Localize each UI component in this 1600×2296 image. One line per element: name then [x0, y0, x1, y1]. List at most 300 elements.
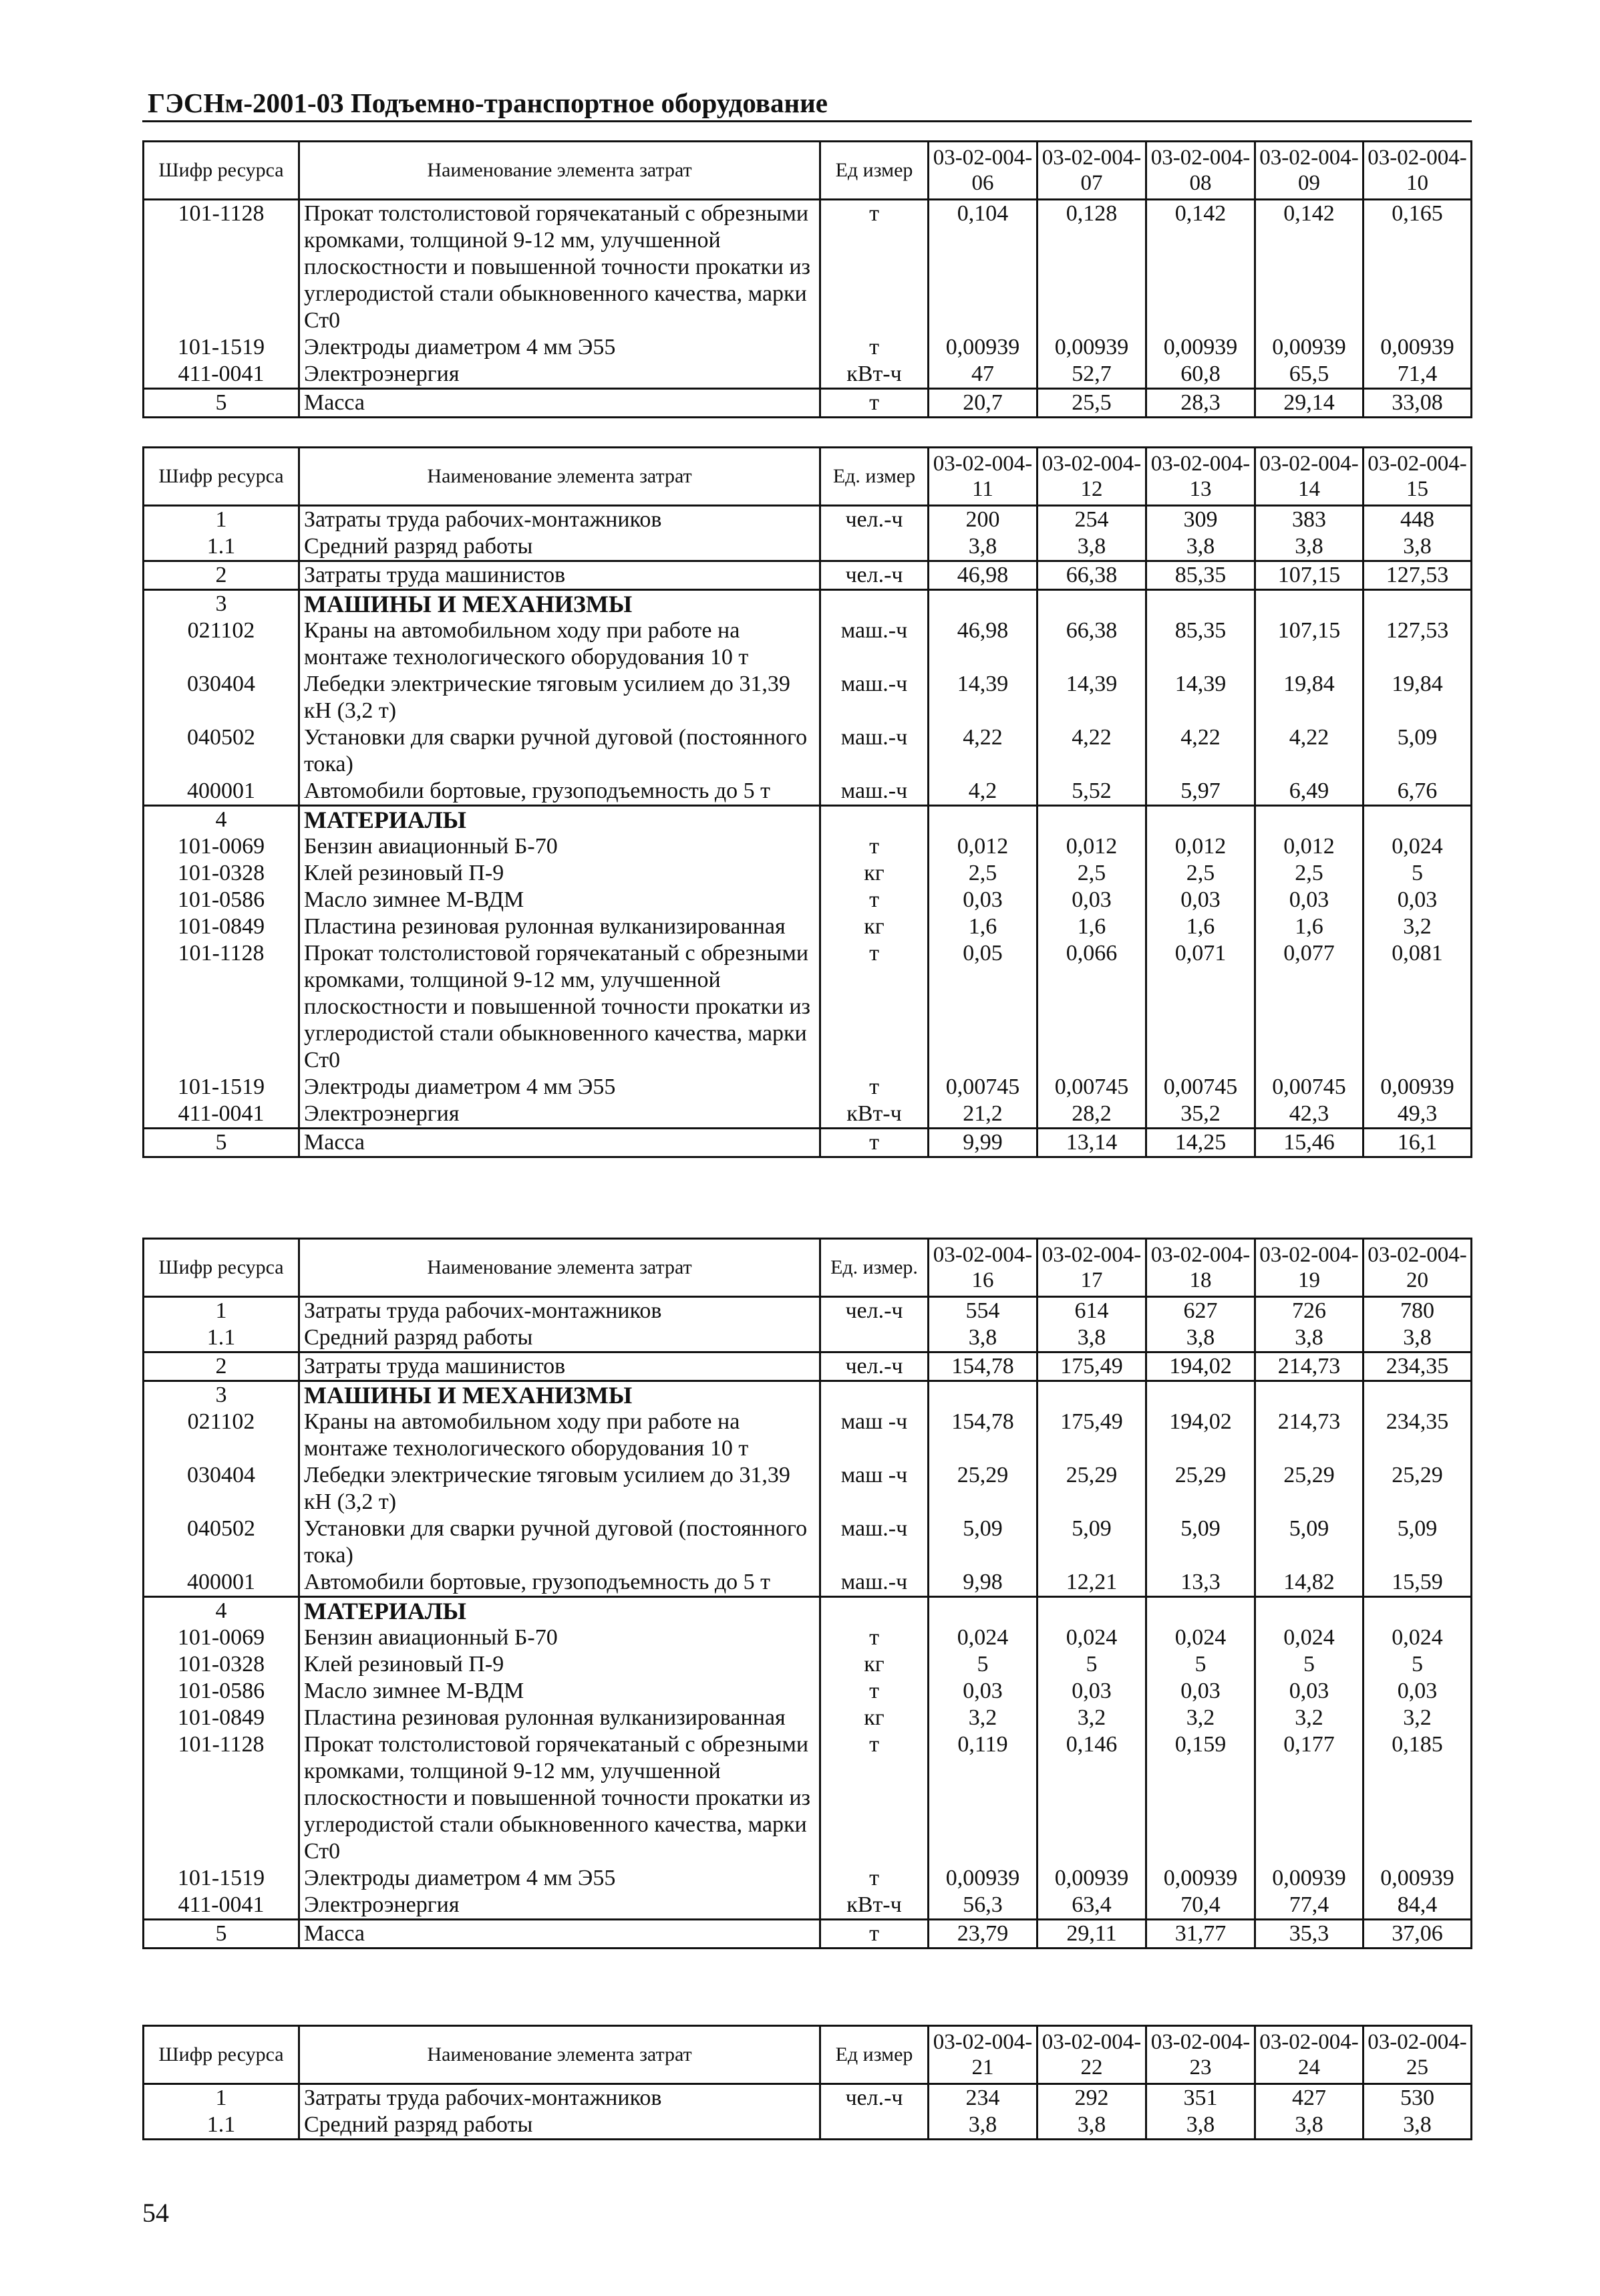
value-cell: 85,35 [1146, 561, 1255, 590]
resource-code: 101-0849 [144, 1705, 299, 1731]
value-cell: 0,00939 [1146, 334, 1255, 361]
table-row [144, 724, 1472, 778]
unit: чел.-ч [820, 561, 929, 590]
value-cell: 3,8 [929, 1324, 1037, 1352]
table-header-row [144, 142, 1472, 200]
unit: маш.-ч [820, 778, 929, 806]
resource-name: Прокат толстолистовой горячекатаный с обрезными кромками, толщиной 9-12 мм, улучшенной плоскостности и повышенной точности прокатки из углеродистой стали обыкновенного качества, марки Ст0 [299, 200, 820, 335]
table-row [144, 1705, 1472, 1731]
unit: маш.-ч [820, 671, 929, 724]
value-cell: 234,35 [1364, 1352, 1472, 1381]
resource-code: 411-0041 [144, 1892, 299, 1920]
resource-code: 2 [144, 561, 299, 590]
value-cell: 0,00939 [1255, 1865, 1364, 1892]
resource-name: Краны на автомобильном ходу при работе на монтаже технологического оборудования 10 т [299, 617, 820, 671]
resource-code: 101-0069 [144, 833, 299, 860]
table-row [144, 2112, 1472, 2140]
value-cell: 4,2 [929, 778, 1037, 806]
value-cell: 9,98 [929, 1569, 1037, 1597]
value-cell: 448 [1364, 506, 1472, 534]
unit: маш.-ч [820, 1516, 929, 1569]
unit [820, 1381, 929, 1409]
table-row [144, 1865, 1472, 1892]
unit: маш.-ч [820, 617, 929, 671]
value-cell: 0,03 [1364, 1678, 1472, 1705]
value-cell: 292 [1037, 2084, 1146, 2112]
value-cell: 5,09 [1037, 1516, 1146, 1569]
resource-name: Установки для сварки ручной дуговой (постоянного тока) [299, 724, 820, 778]
value-cell: 5 [1037, 1651, 1146, 1678]
value-cell: 4,22 [1255, 724, 1364, 778]
value-cell: 194,02 [1146, 1409, 1255, 1462]
value-cell: 0,024 [1037, 1624, 1146, 1651]
value-cell: 0,185 [1364, 1731, 1472, 1865]
table-row [144, 1624, 1472, 1651]
table-row [144, 1352, 1472, 1381]
value-cell: 77,4 [1255, 1892, 1364, 1920]
unit: т [820, 200, 929, 335]
value-cell: 14,39 [1146, 671, 1255, 724]
table-row [144, 887, 1472, 913]
header-code: Шифр ресурса [144, 142, 299, 200]
value-cell: 14,39 [1037, 671, 1146, 724]
value-cell: 5 [1364, 860, 1472, 887]
value-cell: 14,25 [1146, 1129, 1255, 1157]
value-cell: 0,00939 [1364, 334, 1472, 361]
value-cell: 0,012 [1255, 833, 1364, 860]
page-header [142, 82, 1472, 122]
page-title: ГЭСНм-2001-03 Подъемно-транспортное оборудование [148, 88, 828, 118]
header-unit: Ед. измер. [820, 1239, 929, 1297]
resource-code: 5 [144, 1129, 299, 1157]
value-cell: 383 [1255, 506, 1364, 534]
value-cell: 21,2 [929, 1101, 1037, 1129]
value-cell: 14,39 [929, 671, 1037, 724]
value-cell: 351 [1146, 2084, 1255, 2112]
resource-name: Затраты труда машинистов [299, 1352, 820, 1381]
value-cell: 0,142 [1146, 200, 1255, 335]
header-norm-code: 03-02-004-25 [1364, 2026, 1472, 2084]
value-cell: 15,46 [1255, 1129, 1364, 1157]
value-cell: 35,2 [1146, 1101, 1255, 1129]
unit: чел.-ч [820, 506, 929, 534]
resource-name: Электроды диаметром 4 мм Э55 [299, 1865, 820, 1892]
value-cell: 5 [1364, 1651, 1472, 1678]
resource-code: 101-0586 [144, 1678, 299, 1705]
unit: маш -ч [820, 1409, 929, 1462]
resource-code: 101-1519 [144, 1074, 299, 1101]
value-cell: 154,78 [929, 1352, 1037, 1381]
value-cell: 3,2 [1037, 1705, 1146, 1731]
value-cell [1364, 1597, 1472, 1625]
value-cell: 1,6 [1146, 913, 1255, 940]
value-cell: 214,73 [1255, 1409, 1364, 1462]
unit: т [820, 1865, 929, 1892]
resource-code: 101-0328 [144, 1651, 299, 1678]
resource-name: Электроэнергия [299, 1101, 820, 1129]
resource-name: Клей резиновый П-9 [299, 1651, 820, 1678]
value-cell: 85,35 [1146, 617, 1255, 671]
resource-code: 040502 [144, 724, 299, 778]
header-norm-code: 03-02-004-14 [1255, 448, 1364, 506]
unit: маш.-ч [820, 724, 929, 778]
table-row [144, 561, 1472, 590]
value-cell: 234,35 [1364, 1409, 1472, 1462]
value-cell: 0,142 [1255, 200, 1364, 335]
value-cell: 780 [1364, 1297, 1472, 1325]
resource-code: 040502 [144, 1516, 299, 1569]
unit: кВт-ч [820, 1892, 929, 1920]
value-cell [1037, 806, 1146, 834]
value-cell: 31,77 [1146, 1920, 1255, 1949]
resource-name: Установки для сварки ручной дуговой (постоянного тока) [299, 1516, 820, 1569]
table-row [144, 1381, 1472, 1409]
table-row [144, 940, 1472, 1074]
cost-table [142, 2025, 1472, 2140]
resource-code: 101-0586 [144, 887, 299, 913]
value-cell: 0,00939 [1255, 334, 1364, 361]
value-cell: 194,02 [1146, 1352, 1255, 1381]
header-norm-code: 03-02-004-23 [1146, 2026, 1255, 2084]
value-cell: 726 [1255, 1297, 1364, 1325]
resource-name: Затраты труда рабочих-монтажников [299, 506, 820, 534]
header-norm-code: 03-02-004-11 [929, 448, 1037, 506]
resource-code: 3 [144, 1381, 299, 1409]
value-cell: 0,00939 [1364, 1074, 1472, 1101]
section-heading: МАШИНЫ И МЕХАНИЗМЫ [299, 590, 820, 618]
value-cell: 3,8 [1364, 1324, 1472, 1352]
value-cell: 20,7 [929, 389, 1037, 418]
table-row [144, 1516, 1472, 1569]
table-row [144, 1462, 1472, 1516]
value-cell: 56,3 [929, 1892, 1037, 1920]
resource-code: 101-1519 [144, 1865, 299, 1892]
value-cell: 52,7 [1037, 361, 1146, 389]
value-cell: 0,00939 [929, 334, 1037, 361]
unit [820, 533, 929, 561]
resource-code: 1 [144, 1297, 299, 1325]
resource-code: 5 [144, 389, 299, 418]
table-row [144, 778, 1472, 806]
table-row [144, 1651, 1472, 1678]
value-cell: 0,128 [1037, 200, 1146, 335]
unit [820, 590, 929, 618]
table-row [144, 506, 1472, 534]
value-cell [929, 1381, 1037, 1409]
value-cell [929, 806, 1037, 834]
value-cell: 0,024 [1364, 833, 1472, 860]
value-cell: 84,4 [1364, 1892, 1472, 1920]
section-heading: МАТЕРИАЛЫ [299, 1597, 820, 1625]
value-cell: 234 [929, 2084, 1037, 2112]
header-code: Шифр ресурса [144, 2026, 299, 2084]
resource-code: 021102 [144, 617, 299, 671]
resource-code: 030404 [144, 1462, 299, 1516]
value-cell: 200 [929, 506, 1037, 534]
value-cell: 2,5 [1255, 860, 1364, 887]
unit: кВт-ч [820, 1101, 929, 1129]
unit: т [820, 1624, 929, 1651]
value-cell: 0,03 [929, 887, 1037, 913]
table-row [144, 2084, 1472, 2112]
resource-name: Электроэнергия [299, 1892, 820, 1920]
value-cell: 25,29 [1364, 1462, 1472, 1516]
value-cell: 46,98 [929, 617, 1037, 671]
value-cell: 3,8 [1037, 2112, 1146, 2140]
value-cell: 0,024 [1255, 1624, 1364, 1651]
resource-name: Электроды диаметром 4 мм Э55 [299, 1074, 820, 1101]
value-cell: 25,5 [1037, 389, 1146, 418]
table-row [144, 860, 1472, 887]
value-cell: 46,98 [929, 561, 1037, 590]
resource-name: Пластина резиновая рулонная вулканизированная [299, 913, 820, 940]
unit: т [820, 389, 929, 418]
value-cell: 29,14 [1255, 389, 1364, 418]
value-cell: 37,06 [1364, 1920, 1472, 1949]
value-cell: 154,78 [929, 1409, 1037, 1462]
resource-name: Автомобили бортовые, грузоподъемность до 5 т [299, 778, 820, 806]
resource-code: 4 [144, 806, 299, 834]
unit: маш.-ч [820, 1569, 929, 1597]
value-cell: 5,09 [1255, 1516, 1364, 1569]
value-cell: 214,73 [1255, 1352, 1364, 1381]
resource-name: Клей резиновый П-9 [299, 860, 820, 887]
table-row [144, 913, 1472, 940]
value-cell: 0,03 [1146, 887, 1255, 913]
table-row [144, 1731, 1472, 1865]
value-cell: 0,00939 [1037, 334, 1146, 361]
value-cell: 3,8 [1146, 1324, 1255, 1352]
value-cell: 3,8 [1037, 533, 1146, 561]
value-cell [1364, 1381, 1472, 1409]
value-cell: 4,22 [1037, 724, 1146, 778]
header-code: Шифр ресурса [144, 1239, 299, 1297]
table-header-row [144, 2026, 1472, 2084]
table-row [144, 590, 1472, 618]
value-cell: 5,09 [1146, 1516, 1255, 1569]
resource-name: Затраты труда рабочих-монтажников [299, 2084, 820, 2112]
value-cell: 25,29 [1255, 1462, 1364, 1516]
unit: т [820, 1129, 929, 1157]
cost-table [142, 446, 1472, 1158]
unit: кг [820, 1651, 929, 1678]
header-code: Шифр ресурса [144, 448, 299, 506]
value-cell: 5,09 [1364, 1516, 1472, 1569]
unit: т [820, 334, 929, 361]
header-norm-code: 03-02-004-21 [929, 2026, 1037, 2084]
resource-name: Масса [299, 1920, 820, 1949]
resource-name: Бензин авиационный Б-70 [299, 1624, 820, 1651]
value-cell: 0,071 [1146, 940, 1255, 1074]
unit: т [820, 1920, 929, 1949]
value-cell: 66,38 [1037, 617, 1146, 671]
section-heading: МАТЕРИАЛЫ [299, 806, 820, 834]
unit: кВт-ч [820, 361, 929, 389]
header-norm-code: 03-02-004-24 [1255, 2026, 1364, 2084]
value-cell: 3,2 [1146, 1705, 1255, 1731]
header-unit: Ед измер [820, 142, 929, 200]
unit [820, 1324, 929, 1352]
value-cell [1146, 1597, 1255, 1625]
value-cell: 5 [1146, 1651, 1255, 1678]
value-cell: 175,49 [1037, 1409, 1146, 1462]
value-cell: 107,15 [1255, 561, 1364, 590]
header-norm-code: 03-02-004-12 [1037, 448, 1146, 506]
resource-name: Масса [299, 1129, 820, 1157]
unit: чел.-ч [820, 2084, 929, 2112]
resource-name: Прокат толстолистовой горячекатаный с обрезными кромками, толщиной 9-12 мм, улучшенной плоскостности и повышенной точности прокатки из углеродистой стали обыкновенного качества, марки Ст0 [299, 1731, 820, 1865]
value-cell: 28,2 [1037, 1101, 1146, 1129]
value-cell: 3,8 [929, 2112, 1037, 2140]
value-cell: 3,2 [1364, 913, 1472, 940]
value-cell: 0,081 [1364, 940, 1472, 1074]
value-cell: 2,5 [1037, 860, 1146, 887]
value-cell: 0,00939 [929, 1865, 1037, 1892]
value-cell [1255, 806, 1364, 834]
value-cell: 127,53 [1364, 561, 1472, 590]
value-cell [929, 590, 1037, 618]
value-cell: 175,49 [1037, 1352, 1146, 1381]
header-norm-code: 03-02-004-09 [1255, 142, 1364, 200]
value-cell: 0,05 [929, 940, 1037, 1074]
value-cell: 0,165 [1364, 200, 1472, 335]
resource-code: 101-0069 [144, 1624, 299, 1651]
table-row [144, 617, 1472, 671]
resource-code: 411-0041 [144, 361, 299, 389]
resource-name: Затраты труда машинистов [299, 561, 820, 590]
resource-name: Прокат толстолистовой горячекатаный с обрезными кромками, толщиной 9-12 мм, улучшенной плоскостности и повышенной точности прокатки из углеродистой стали обыкновенного качества, марки Ст0 [299, 940, 820, 1074]
value-cell: 0,00745 [1146, 1074, 1255, 1101]
resource-code: 101-1128 [144, 940, 299, 1074]
table-header-row [144, 448, 1472, 506]
value-cell: 25,29 [1037, 1462, 1146, 1516]
resource-code: 021102 [144, 1409, 299, 1462]
header-norm-code: 03-02-004-17 [1037, 1239, 1146, 1297]
value-cell [1255, 590, 1364, 618]
unit: т [820, 1678, 929, 1705]
value-cell: 0,012 [1037, 833, 1146, 860]
value-cell: 4,22 [929, 724, 1037, 778]
resource-name: Электроэнергия [299, 361, 820, 389]
header-norm-code: 03-02-004-19 [1255, 1239, 1364, 1297]
table-row [144, 1678, 1472, 1705]
value-cell: 19,84 [1255, 671, 1364, 724]
value-cell [1255, 1381, 1364, 1409]
value-cell: 3,8 [1255, 2112, 1364, 2140]
resource-code: 1.1 [144, 533, 299, 561]
value-cell: 6,49 [1255, 778, 1364, 806]
resource-code: 101-0849 [144, 913, 299, 940]
resource-code: 101-0328 [144, 860, 299, 887]
resource-code: 400001 [144, 1569, 299, 1597]
value-cell [1364, 590, 1472, 618]
header-name: Наименование элемента затрат [299, 1239, 820, 1297]
resource-code: 3 [144, 590, 299, 618]
unit [820, 806, 929, 834]
table-row [144, 1409, 1472, 1462]
value-cell: 3,8 [1364, 2112, 1472, 2140]
value-cell: 0,159 [1146, 1731, 1255, 1865]
value-cell: 0,024 [1146, 1624, 1255, 1651]
table-header-row [144, 1239, 1472, 1297]
value-cell: 0,03 [1146, 1678, 1255, 1705]
value-cell: 0,00939 [1364, 1865, 1472, 1892]
value-cell: 3,2 [1255, 1705, 1364, 1731]
table-row [144, 334, 1472, 361]
value-cell: 2,5 [1146, 860, 1255, 887]
value-cell: 0,00939 [1146, 1865, 1255, 1892]
value-cell: 3,8 [1364, 533, 1472, 561]
header-norm-code: 03-02-004-08 [1146, 142, 1255, 200]
value-cell: 0,00939 [1037, 1865, 1146, 1892]
value-cell: 9,99 [929, 1129, 1037, 1157]
value-cell: 0,03 [1037, 887, 1146, 913]
table-row [144, 1920, 1472, 1949]
value-cell: 25,29 [929, 1462, 1037, 1516]
value-cell: 3,8 [929, 533, 1037, 561]
value-cell: 254 [1037, 506, 1146, 534]
resource-code: 5 [144, 1920, 299, 1949]
value-cell: 1,6 [1255, 913, 1364, 940]
resource-name: Масса [299, 389, 820, 418]
unit [820, 1597, 929, 1625]
table-row [144, 1129, 1472, 1157]
value-cell: 5,09 [929, 1516, 1037, 1569]
resource-code: 411-0041 [144, 1101, 299, 1129]
value-cell: 15,59 [1364, 1569, 1472, 1597]
table-row [144, 533, 1472, 561]
resource-code: 1 [144, 2084, 299, 2112]
value-cell: 66,38 [1037, 561, 1146, 590]
value-cell: 60,8 [1146, 361, 1255, 389]
value-cell: 0,00745 [1255, 1074, 1364, 1101]
page-number: 54 [142, 2198, 169, 2228]
resource-name: Лебедки электрические тяговым усилием до 31,39 кН (3,2 т) [299, 671, 820, 724]
value-cell [1255, 1597, 1364, 1625]
value-cell: 0,146 [1037, 1731, 1146, 1865]
header-norm-code: 03-02-004-20 [1364, 1239, 1472, 1297]
table-row [144, 361, 1472, 389]
table-row [144, 1324, 1472, 1352]
table-row [144, 833, 1472, 860]
value-cell: 0,077 [1255, 940, 1364, 1074]
resource-code: 1 [144, 506, 299, 534]
table-row [144, 200, 1472, 335]
value-cell: 29,11 [1037, 1920, 1146, 1949]
resource-name: Пластина резиновая рулонная вулканизированная [299, 1705, 820, 1731]
value-cell: 5,52 [1037, 778, 1146, 806]
header-norm-code: 03-02-004-22 [1037, 2026, 1146, 2084]
table-row [144, 671, 1472, 724]
value-cell: 35,3 [1255, 1920, 1364, 1949]
unit: т [820, 833, 929, 860]
resource-code: 400001 [144, 778, 299, 806]
value-cell: 16,1 [1364, 1129, 1472, 1157]
cost-table [142, 140, 1472, 418]
value-cell: 0,177 [1255, 1731, 1364, 1865]
value-cell: 554 [929, 1297, 1037, 1325]
value-cell: 42,3 [1255, 1101, 1364, 1129]
value-cell: 5,97 [1146, 778, 1255, 806]
value-cell: 0,00745 [1037, 1074, 1146, 1101]
value-cell: 0,104 [929, 200, 1037, 335]
unit: чел.-ч [820, 1352, 929, 1381]
resource-name: Масло зимнее М-ВДМ [299, 887, 820, 913]
resource-code: 1.1 [144, 1324, 299, 1352]
value-cell: 14,82 [1255, 1569, 1364, 1597]
value-cell [1146, 1381, 1255, 1409]
unit: чел.-ч [820, 1297, 929, 1325]
